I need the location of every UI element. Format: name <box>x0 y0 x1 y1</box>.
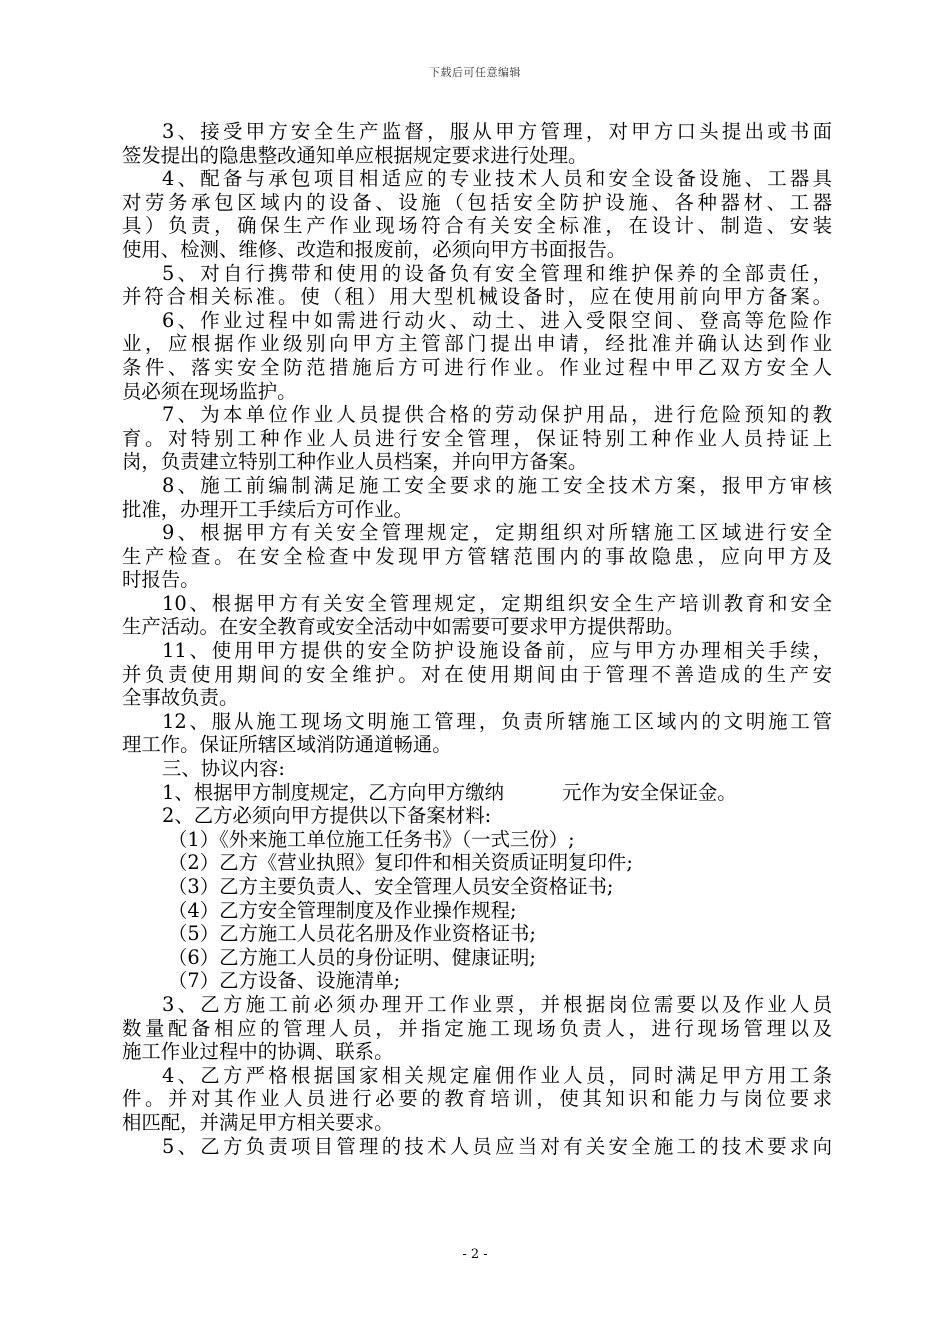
text-line: 3、接受甲方安全生产监督，服从甲方管理，对甲方口头提出或书面 <box>162 120 832 143</box>
text-line: 5、乙方负责项目管理的技术人员应当对有关安全施工的技术要求向 <box>162 1134 832 1158</box>
list-item: （4）乙方安全管理制度及作业操作规程; <box>168 898 517 922</box>
text-line: 施工作业过程中的协调、联系。 <box>122 1040 394 1064</box>
text-line: 件。并对其作业人员进行必要的教育培训，使其知识和能力与岗位要求 <box>122 1087 832 1111</box>
page-number: - 2 - <box>462 1247 488 1262</box>
text-line: 数量配备相应的管理人员，并指定施工现场负责人，进行现场管理以及 <box>122 1016 832 1040</box>
text-line: 4、配备与承包项目相适应的专业技术人员和安全设备设施、工器具 <box>162 167 832 191</box>
text-line: 对劳务承包区域内的设备、设施（包括安全防护设施、各种器材、工器 <box>122 190 832 214</box>
text-line: 理工作。保证所辖区域消防通道畅通。 <box>122 733 452 757</box>
text-line: 12、服从施工现场文明施工管理，负责所辖施工区域内的文明施工管 <box>162 709 832 733</box>
list-item: （7）乙方设备、设施清单; <box>168 969 401 993</box>
text-line: 签发提出的隐患整改通知单应根据规定要求进行处理。 <box>122 143 588 167</box>
text-line: 育。对特别工种作业人员进行安全管理，保证特别工种作业人员持证上 <box>122 426 832 450</box>
list-item: （5）乙方施工人员花名册及作业资格证书; <box>168 922 536 946</box>
list-item: （2）乙方《营业执照》复印件和相关资质证明复印件; <box>168 851 633 875</box>
text-line: 并负责使用期间的安全维护。对在使用期间由于管理不善造成的生产安 <box>122 662 832 686</box>
text-line: 岗，负责建立特别工种作业人员档案，并向甲方备案。 <box>122 450 588 474</box>
text-line: 生产活动。在安全教育或安全活动中如需要可要求甲方提供帮助。 <box>122 615 685 639</box>
text-line: 全事故负责。 <box>122 686 239 710</box>
text-line: 业，应根据作业级别向甲方主管部门提出申请，经批准并确认达到作业 <box>122 332 832 356</box>
text-line: 3、乙方施工前必须办理开工作业票，并根据岗位需要以及作业人员 <box>162 992 832 1016</box>
text-line: 7、为本单位作业人员提供合格的劳动保护用品，进行危险预知的教 <box>162 403 832 427</box>
text-line: 6、作业过程中如需进行动火、动土、进入受限空间、登高等危险作 <box>162 308 832 332</box>
list-item: （1）《外来施工单位施工任务书》（一式三份）; <box>168 827 575 851</box>
text-line: 员必须在现场监护。 <box>122 379 297 403</box>
section-heading: 三、协议内容: <box>162 757 285 781</box>
text-line: 1、根据甲方制度规定，乙方向甲方缴纳 元作为安全保证金。 <box>162 780 737 804</box>
list-item: （3）乙方主要负责人、安全管理人员安全资格证书; <box>168 875 614 898</box>
text-line: 2、乙方必须向甲方提供以下备案材料: <box>162 804 492 828</box>
text-line: 11、使用甲方提供的安全防护设施设备前，应与甲方办理相关手续， <box>162 639 832 663</box>
text-line: 时报告。 <box>122 568 200 592</box>
text-line: 并符合相关标准。使（租）用大型机械设备时，应在使用前向甲方备案。 <box>122 285 832 309</box>
text-line: 8、施工前编制满足施工安全要求的施工安全技术方案，报甲方审核 <box>162 473 832 497</box>
text-line: 具）负责，确保生产作业现场符合有关安全标准，在设计、制造、安装 <box>122 214 832 238</box>
text-line: 10、根据甲方有关安全管理规定，定期组织安全生产培训教育和安全 <box>162 591 832 615</box>
text-line: 相匹配，并满足甲方相关要求。 <box>122 1110 394 1134</box>
text-line: 条件、落实安全防范措施后方可进行作业。作业过程中甲乙双方安全人 <box>122 355 832 379</box>
text-line: 批准，办理开工手续后方可作业。 <box>122 497 413 521</box>
text-line: 生产检查。在安全检查中发现甲方管辖范围内的事故隐患，应向甲方及 <box>122 544 832 568</box>
text-line: 4、乙方严格根据国家相关规定雇佣作业人员，同时满足甲方用工条 <box>162 1063 832 1087</box>
page-header: 下载后可任意编辑 <box>429 66 521 79</box>
document-body <box>122 120 832 1158</box>
text-line: 使用、检测、维修、改造和报废前，必须向甲方书面报告。 <box>122 237 627 261</box>
list-item: （6）乙方施工人员的身份证明、健康证明; <box>168 945 536 969</box>
text-line: 5、对自行携带和使用的设备负有安全管理和维护保养的全部责任， <box>162 261 832 285</box>
text-line: 9、根据甲方有关安全管理规定，定期组织对所辖施工区域进行安全 <box>162 521 832 545</box>
